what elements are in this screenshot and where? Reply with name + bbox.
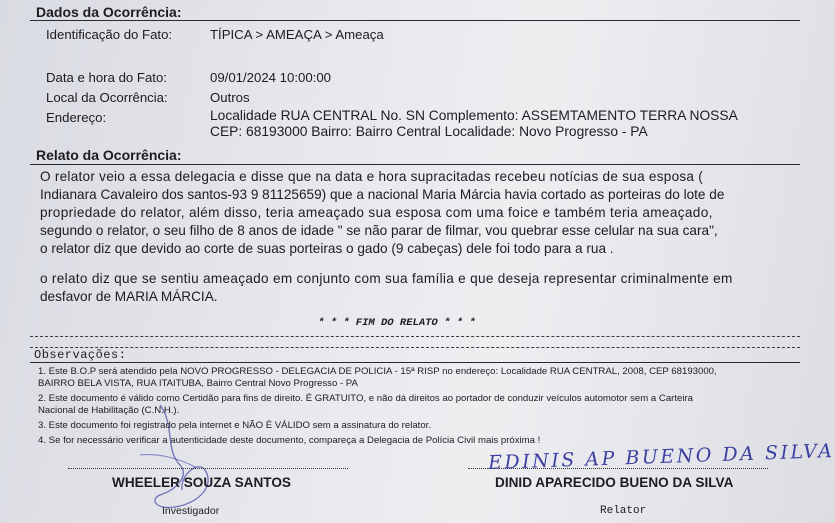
relato-line-2: Indianara Cavaleiro dos santos-93 9 81125659) que a nacional Maria Márcia havia cortado as porteiras do lote de bbox=[40, 187, 725, 202]
relato-paragraph2-line-2: desfavor de MARIA MÁRCIA. bbox=[40, 289, 218, 304]
field-value-identificacao: TÍPICA > AMEAÇA > Ameaça bbox=[210, 27, 384, 42]
field-label-data-hora: Data e hora do Fato: bbox=[46, 70, 167, 85]
relato-section-title: Relato da Ocorrência: bbox=[36, 147, 182, 163]
relato-paragraph2-line-1: o relato diz que se sentiu ameaçado em conjunto com sua família e que deseja representar criminalmente em bbox=[40, 271, 733, 286]
signature-line-left bbox=[68, 468, 348, 469]
relato-underline bbox=[30, 164, 800, 165]
field-value-local: Outros bbox=[210, 90, 250, 105]
relato-line-3: propriedade do relator, além disso, teria ameaçado sua esposa com uma foice e também teria ameaçado, bbox=[40, 205, 713, 220]
field-value-endereco-line2: CEP: 68193000 Bairro: Bairro Central Localidade: Novo Progresso - PA bbox=[210, 124, 648, 139]
separator-dashed-2 bbox=[30, 347, 800, 348]
observacoes-underline bbox=[30, 362, 800, 363]
note-3: 3. Este documento foi registrado pela internet e NÃO É VÁLIDO sem a assinatura do relator. bbox=[38, 420, 432, 431]
investigador-name: WHEELER SOUZA SANTOS bbox=[112, 475, 291, 490]
field-value-data-hora: 09/01/2024 10:00:00 bbox=[210, 70, 331, 85]
fim-do-relato-marker: * * * FIM DO RELATO * * * bbox=[318, 317, 476, 329]
note-1-line-1: 1. Este B.O.P será atendido pela NOVO PROGRESSO - DELEGACIA DE POLICIA - 15ª RISP no endereço: Localidade RUA CENTRAL, 2008, CEP 68193000, bbox=[38, 366, 717, 377]
note-4: 4. Se for necessário verificar a autenticidade deste documento, compareça a Delegacia de Polícia Civil mais próxima ! bbox=[38, 435, 541, 446]
relator-name: DINID APARECIDO BUENO DA SILVA bbox=[495, 475, 734, 490]
investigador-signature-scribble bbox=[120, 395, 250, 523]
relato-line-5: o relator diz que devido ao corte de suas porteiras o gado (9 cabeças) dele foi todo para a rua . bbox=[40, 241, 614, 256]
dados-section-title: Dados da Ocorrência: bbox=[36, 4, 182, 20]
relato-line-1: O relator veio a essa delegacia e disse que na data e hora supracitadas recebeu notícias de sua esposa ( bbox=[40, 169, 704, 184]
relato-line-4: segundo o relator, o seu filho de 8 anos de idade " se não parar de filmar, vou quebrar esse celular na sua cara", bbox=[40, 223, 718, 238]
field-label-endereco: Endereço: bbox=[46, 110, 107, 125]
note-2-line-2: Nacional de Habilitação (C.N.H.). bbox=[38, 405, 180, 416]
investigador-role: Investigador bbox=[162, 505, 220, 517]
field-label-identificacao: Identificação do Fato: bbox=[46, 27, 173, 42]
separator-dashed-1 bbox=[30, 336, 800, 337]
relator-role: Relator bbox=[600, 505, 647, 517]
field-label-local: Local da Ocorrência: bbox=[46, 90, 168, 105]
note-2-line-1: 2. Este documento é válido como Certidão para fins de direito. É GRATUITO, e não dá direitos ao portador de conduzir veículos automotor sem a Carteira bbox=[38, 393, 694, 404]
dados-underline bbox=[30, 20, 800, 21]
note-1-line-2: BAIRRO BELA VISTA, RUA ITAITUBA, Bairro Central Novo Progresso - PA bbox=[38, 378, 358, 389]
relator-handwritten-signature: EDINIS AP BUENO DA SILVA bbox=[487, 439, 835, 475]
field-value-endereco-line1: Localidade RUA CENTRAL No. SN Complemento: ASSEMTAMENTO TERRA NOSSA bbox=[210, 108, 738, 123]
observacoes-title: Observações: bbox=[34, 348, 127, 362]
